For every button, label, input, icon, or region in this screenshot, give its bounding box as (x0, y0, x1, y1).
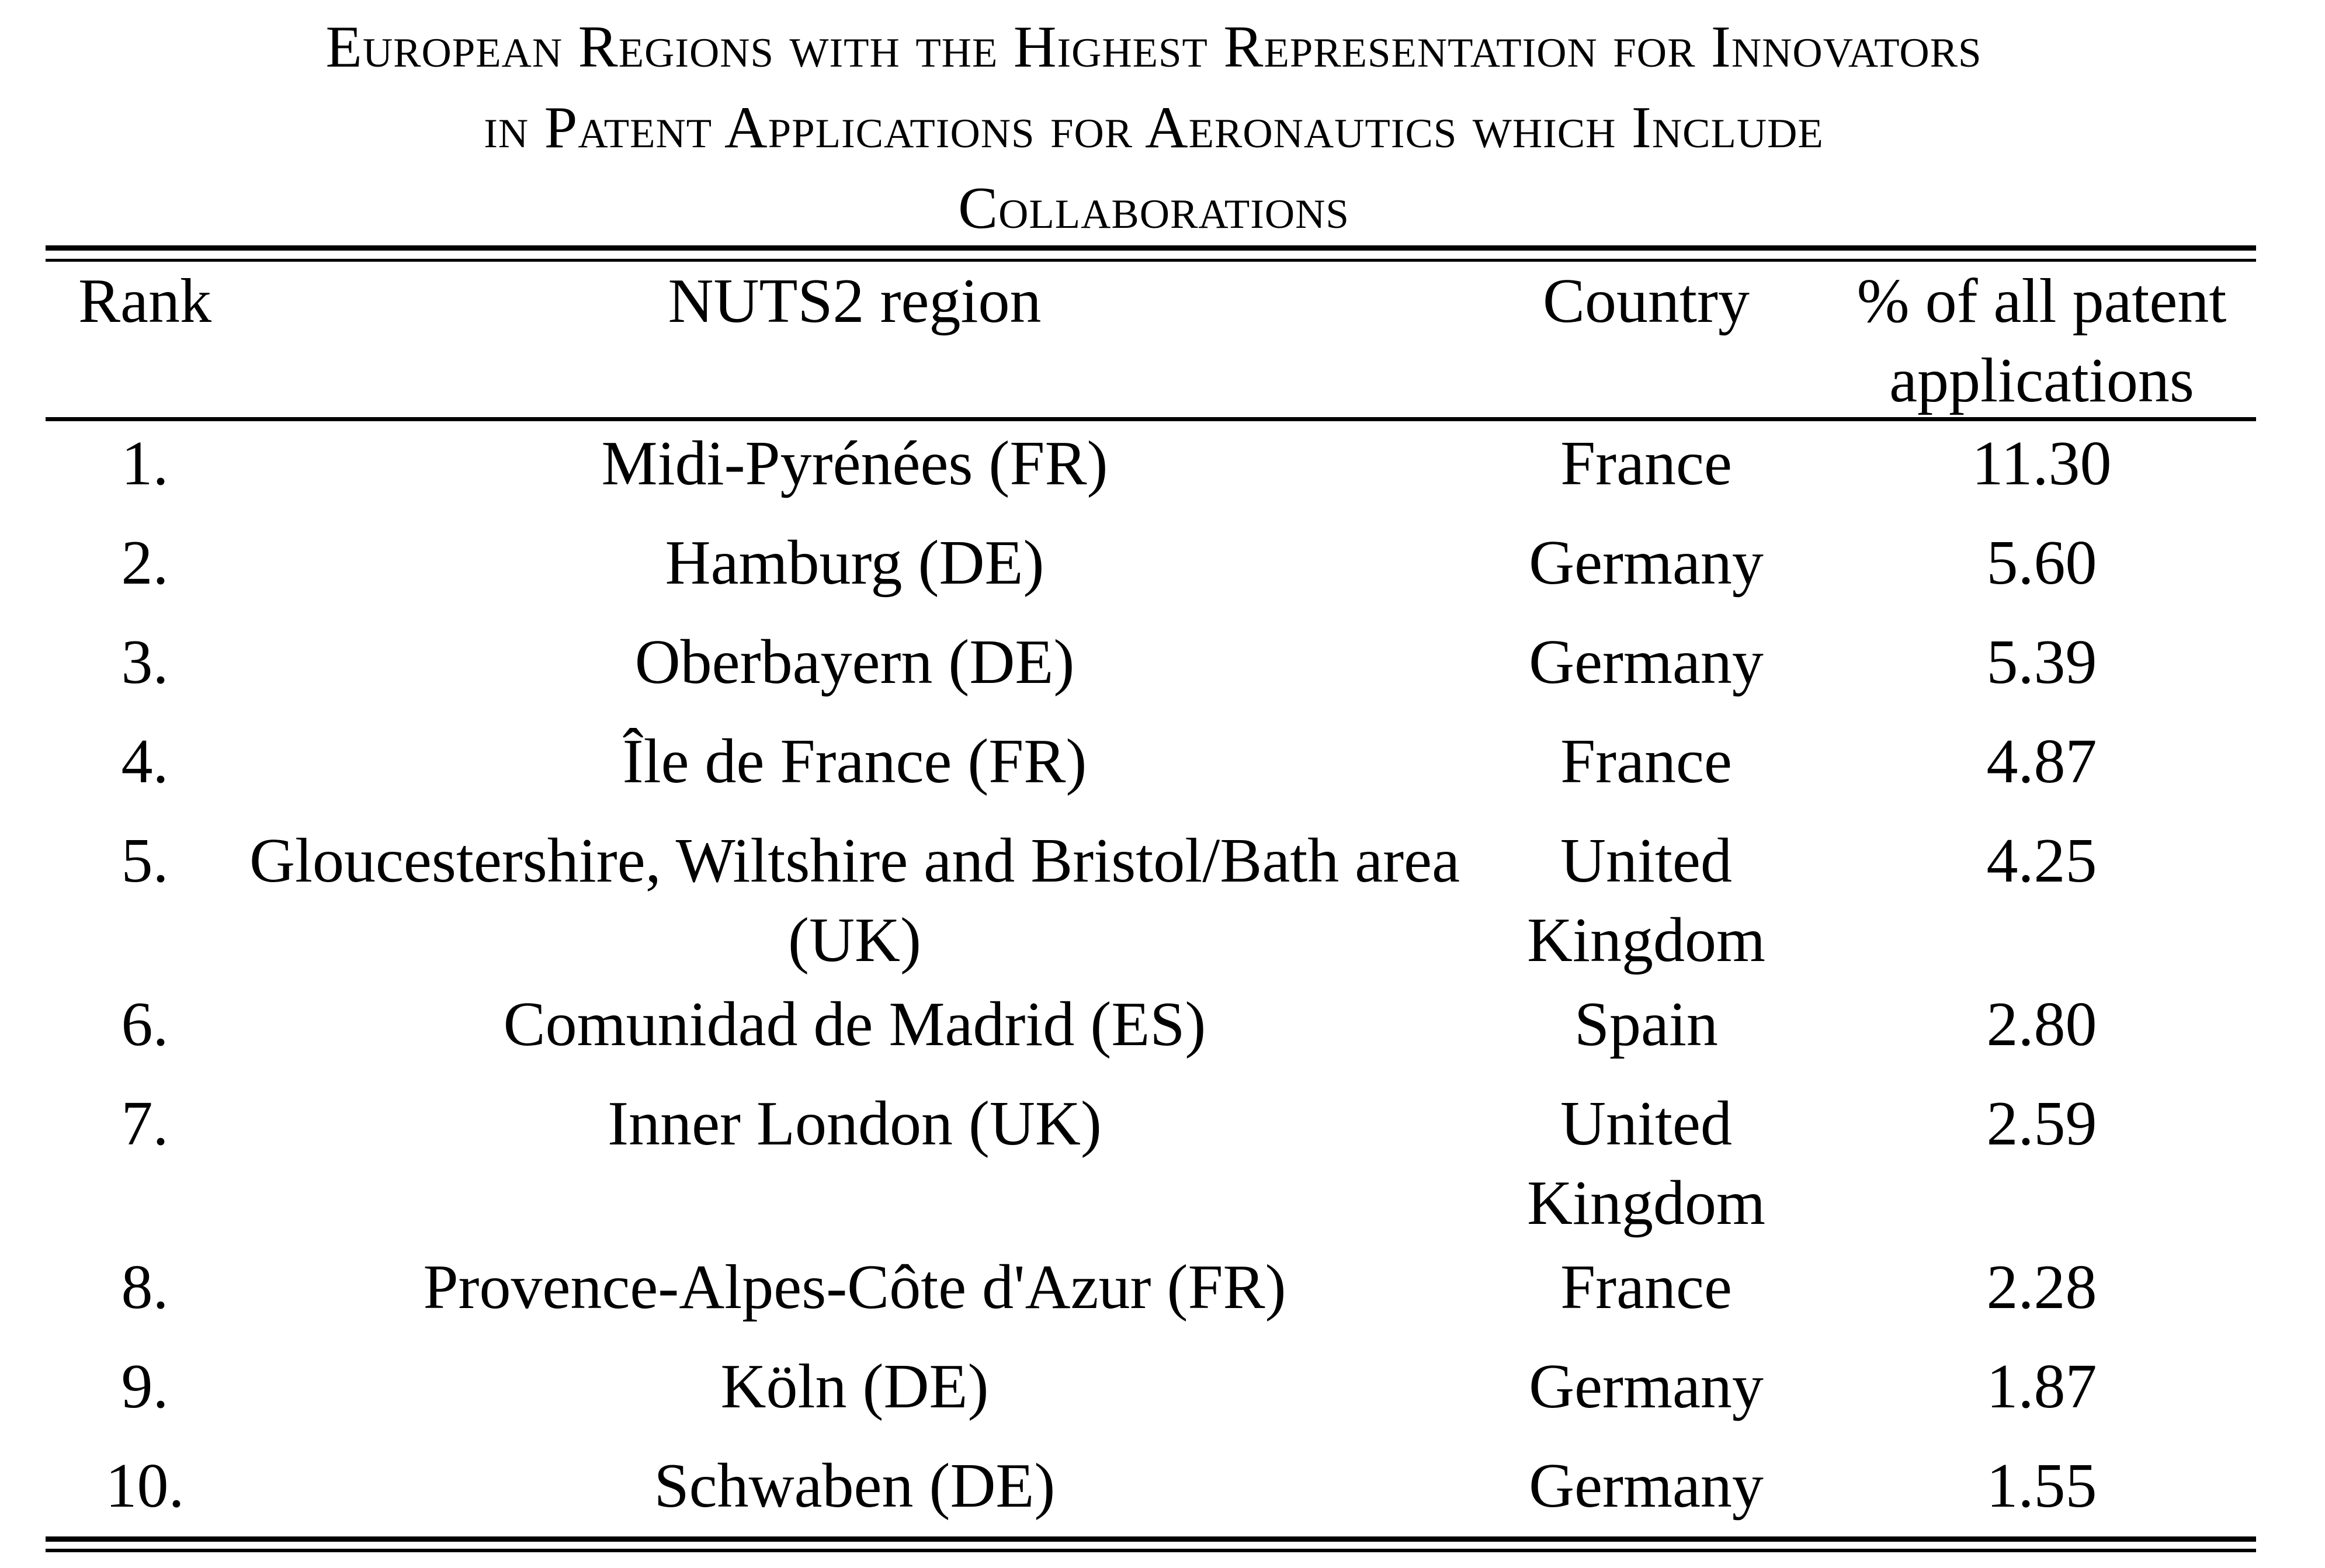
table-row (46, 623, 2256, 722)
table-title-line-3: Collaborations (958, 175, 1349, 241)
cell-region: Oberbayern (DE) (634, 627, 1075, 697)
cell-country: Spain (1574, 990, 1718, 1059)
cell-percent: 1.87 (1986, 1352, 2097, 1421)
cell-rank: 6. (121, 990, 169, 1059)
table-title-line-2: in Patent Applications for Aeronautics which Include (484, 95, 1824, 161)
cell-country: Germany (1529, 1451, 1764, 1521)
cell-region: Köln (DE) (720, 1352, 989, 1421)
cell-percent: 1.55 (1986, 1451, 2097, 1521)
cell-percent: 2.28 (1986, 1253, 2097, 1322)
cell-percent: 4.87 (1986, 727, 2097, 796)
cell-rank: 7. (121, 1089, 169, 1158)
cell-region: Hamburg (DE) (665, 528, 1044, 598)
table-title-line-1: European Regions with the Highest Representation for Innovators (325, 14, 1982, 80)
cell-rank: 4. (121, 727, 169, 796)
cell-percent: 11.30 (1972, 429, 2112, 498)
cell-region: Comunidad de Madrid (ES) (503, 990, 1206, 1059)
cell-percent: 5.39 (1986, 627, 2097, 697)
regions-table (46, 262, 2256, 1546)
column-header-rank: Rank (78, 266, 211, 336)
bottom-rule-thin (46, 1549, 2256, 1552)
cell-region: Provence-Alpes-Côte d'Azur (FR) (423, 1253, 1286, 1322)
cell-percent: 2.59 (1986, 1089, 2097, 1158)
cell-rank: 8. (121, 1253, 169, 1322)
column-header-percent: % of all patent applications (1856, 266, 2227, 415)
cell-rank: 9. (121, 1352, 169, 1421)
cell-country: United Kingdom (1526, 826, 1765, 975)
cell-percent: 4.25 (1986, 826, 2097, 896)
table-row (46, 821, 2256, 985)
cell-country: France (1560, 727, 1732, 796)
cell-region: Île de France (FR) (622, 727, 1087, 796)
cell-country: France (1560, 1253, 1732, 1322)
cell-region: Inner London (UK) (608, 1089, 1102, 1158)
cell-percent: 5.60 (1986, 528, 2097, 598)
table-row (46, 523, 2256, 623)
table-row (46, 424, 2256, 523)
cell-country: United Kingdom (1526, 1089, 1765, 1238)
table-row (46, 1084, 2256, 1248)
column-header-country: Country (1542, 266, 1750, 336)
cell-rank: 2. (121, 528, 169, 598)
header-row (46, 262, 2256, 421)
cell-country: Germany (1529, 528, 1764, 598)
cell-rank: 10. (105, 1451, 185, 1521)
cell-region: Midi-Pyrénées (FR) (601, 429, 1108, 498)
table-row (46, 985, 2256, 1084)
table-row (46, 1347, 2256, 1446)
cell-country: Germany (1529, 1352, 1764, 1421)
column-header-region: NUTS2 region (668, 266, 1042, 336)
top-rule-thick (46, 245, 2256, 251)
cell-percent: 2.80 (1986, 990, 2097, 1059)
cell-rank: 5. (121, 826, 169, 896)
table-row (46, 722, 2256, 821)
cell-country: Germany (1529, 627, 1764, 697)
table-title (0, 7, 2307, 249)
cell-region: Schwaben (DE) (654, 1451, 1056, 1521)
cell-rank: 1. (121, 429, 169, 498)
table-row (46, 1248, 2256, 1347)
cell-country: France (1560, 429, 1732, 498)
cell-region: Gloucestershire, Wiltshire and Bristol/Bath area (UK) (249, 826, 1460, 975)
table-row (46, 1446, 2256, 1546)
cell-rank: 3. (121, 627, 169, 697)
